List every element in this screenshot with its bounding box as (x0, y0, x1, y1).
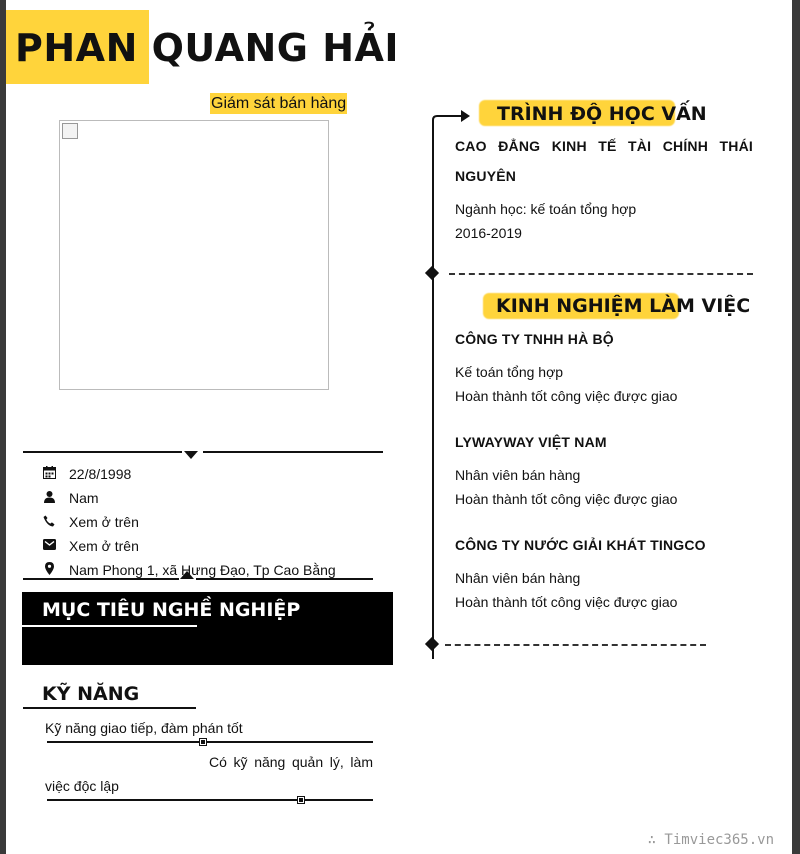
skill-1-level-marker (199, 738, 207, 746)
experience-2-company: LYWAYWAY VIỆT NAM (455, 434, 607, 450)
info-top-divider-left (23, 451, 182, 453)
experience-1-description: Hoàn thành tốt công việc được giao (455, 388, 678, 404)
address-value: Nam Phong 1, xã Hưng Đạo, Tp Cao Bằng (69, 562, 336, 578)
timeline-arrow-icon (432, 107, 472, 131)
skill-2-bar (47, 799, 373, 801)
cv-page (6, 0, 792, 854)
candidate-role: Giám sát bán hàng (211, 95, 347, 112)
info-bottom-divider-left (23, 578, 179, 580)
experience-title: KINH NGHIỆM LÀM VIỆC (496, 295, 751, 317)
divider-marker-up (180, 571, 194, 579)
education-period: 2016-2019 (455, 225, 522, 241)
phone-icon (40, 515, 58, 530)
user-icon (40, 491, 58, 506)
email-icon (40, 539, 58, 553)
email-value: Xem ở trên (69, 538, 139, 554)
skill-2-level-marker (297, 796, 305, 804)
experience-2-position: Nhân viên bán hàng (455, 467, 581, 483)
gender-value: Nam (69, 490, 99, 506)
experience-3-position: Nhân viên bán hàng (455, 570, 581, 586)
info-email (40, 535, 139, 557)
watermark (648, 832, 774, 848)
timeline-line (432, 126, 434, 659)
education-title: TRÌNH ĐỘ HỌC VẤN (497, 103, 707, 125)
calendar-icon (40, 466, 58, 482)
timeline-diamond-2 (425, 637, 439, 651)
skills-underline (23, 707, 196, 709)
phone-value: Xem ở trên (69, 514, 139, 530)
experience-3-description: Hoàn thành tốt công việc được giao (455, 594, 678, 610)
career-objective-section (22, 592, 393, 665)
watermark-text: Timviec365.vn (664, 832, 774, 848)
info-bottom-divider-right (196, 578, 373, 580)
info-phone (40, 511, 139, 533)
education-school-line2: NGUYÊN (455, 168, 517, 184)
info-gender (40, 487, 99, 509)
experience-divider (445, 644, 706, 646)
skill-1-label: Kỹ năng giao tiếp, đàm phán tốt (45, 720, 243, 736)
experience-1-position: Kế toán tổng hợp (455, 364, 564, 380)
education-school-line1: CAO ĐẲNG KINH TẾ TÀI CHÍNH THÁI (455, 138, 753, 154)
profile-photo (59, 120, 329, 390)
broken-image-icon (62, 123, 78, 139)
skill-2-label-line1: Có kỹ năng quản lý, làm (209, 754, 373, 770)
skills-title: KỸ NĂNG (42, 683, 140, 705)
skill-1-bar (47, 741, 373, 743)
skill-2-label-line2: việc độc lập (45, 778, 119, 794)
timeline-diamond-1 (425, 266, 439, 280)
experience-1-company: CÔNG TY TNHH HÀ BỘ (455, 331, 614, 347)
candidate-name: PHAN QUANG HẢI (15, 26, 400, 70)
info-birthdate (40, 463, 131, 485)
experience-2-description: Hoàn thành tốt công việc được giao (455, 491, 678, 507)
education-major: Ngành học: kế toán tổng hợp (455, 201, 637, 217)
location-pin-icon (40, 562, 58, 578)
watermark-dots-icon: ∴ (647, 832, 665, 848)
experience-3-company: CÔNG TY NƯỚC GIẢI KHÁT TINGCO (455, 537, 706, 553)
career-objective-underline (22, 625, 197, 627)
education-divider (449, 273, 753, 275)
career-objective-title: MỤC TIÊU NGHỀ NGHIỆP (42, 599, 301, 621)
info-top-divider-right (203, 451, 383, 453)
divider-marker-down (184, 451, 198, 459)
birthdate-value: 22/8/1998 (69, 466, 132, 482)
